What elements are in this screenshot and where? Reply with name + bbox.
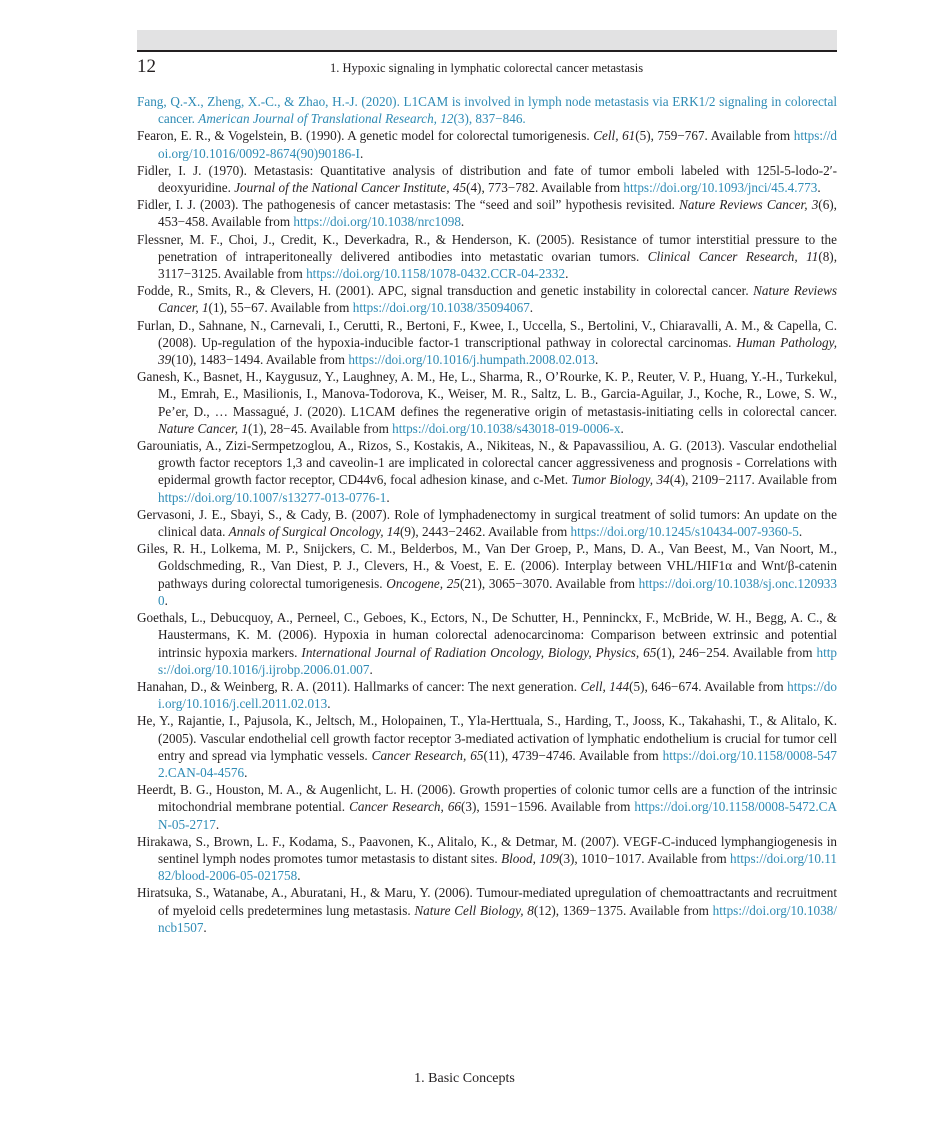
reference-volume-pages: (5), 646−674. Available from <box>629 678 788 694</box>
doi-link[interactable]: https://doi.org/10.1158/0008-5472.CAN-04-4576 <box>158 747 838 780</box>
doi-link[interactable]: https://doi.org/10.1038/35094067 <box>352 300 530 316</box>
doi-link[interactable]: https://doi.org/10.1245/s10434-007-9360-5 <box>570 524 799 540</box>
reference-text: Fearon, E. R., & Vogelstein, B. (1990). A genetic model for colorectal tumorigenesis. <box>137 128 594 144</box>
reference-volume-pages: (21), 3065−3070. Available from <box>459 575 639 591</box>
reference-journal: Cancer Research, 66 <box>349 799 462 815</box>
reference-volume-pages: (9), 2443−2462. Available from <box>399 524 571 540</box>
page-number: 12 <box>137 56 156 77</box>
reference-journal: Nature Reviews Cancer, 3 <box>679 197 819 213</box>
reference-entry <box>137 437 837 506</box>
reference-terminal-period: . <box>244 764 248 780</box>
reference-journal: Journal of the National Cancer Institute, 45 <box>234 180 467 196</box>
reference-text: Furlan, D., Sahnane, N., Carnevali, I., Cerutti, R., Bertoni, F., Kwee, I., Uccella, S., Bertolini, V., Chiaravalli, A. M., & Capella, C. (2008). Up-regulation of the hypoxia-inducible factor-1 transcriptional pathway in colorectal carcinomas. <box>137 317 837 350</box>
reference-text: Hirakawa, S., Brown, L. F., Kodama, S., Paavonen, K., Alitalo, K., & Detmar, M. (2007). VEGF-C-induced lymphangiogenesis in sentinel lymph nodes promotes tumor metastasis to distant sites. <box>137 833 837 866</box>
reference-journal: Cell, 61 <box>593 128 636 144</box>
reference-entry <box>137 833 837 885</box>
reference-volume-pages: (8), 3117−3125. Available from <box>158 248 837 282</box>
doi-link[interactable]: https://doi.org/10.1158/1078-0432.CCR-04-2332 <box>306 266 566 282</box>
reference-terminal-period: . <box>359 145 364 161</box>
reference-list <box>137 93 837 936</box>
reference-entry <box>137 781 837 833</box>
reference-terminal-period: . <box>817 180 821 196</box>
reference-text: Fodde, R., Smits, R., & Clevers, H. (2001). APC, signal transduction and genetic instability in colorectal cancer. <box>137 283 754 299</box>
reference-text: Fang, Q.-X., Zheng, X.-C., & Zhao, H.-J. (2020). L1CAM is involved in lymph node metastasis via ERK1/2 signaling in colorectal cancer. <box>137 94 837 127</box>
reference-entry <box>137 712 837 781</box>
doi-link[interactable]: https://doi.org/10.1038/nrc1098 <box>293 214 461 230</box>
reference-text: Flessner, M. F., Choi, J., Credit, K., Deverkadra, R., & Henderson, K. (2005). Resistance of tumor interstitial pressure to the penetration of intraperitoneally delivered antibodies into metastatic ovarian tumors. <box>137 231 837 264</box>
doi-link[interactable]: https://doi.org/10.1007/s13277-013-0776-1 <box>158 489 387 505</box>
reference-text: Hanahan, D., & Weinberg, R. A. (2011). Hallmarks of cancer: The next generation. <box>137 678 581 694</box>
reference-text: Giles, R. H., Lolkema, M. P., Snijckers, C. M., Belderbos, M., Van Der Groep, P., Mans, D. A., Van Beest, M., Van Noort, M., Goldschmeding, R., Van Diest, P. J., Clevers, H., & Voest, E. E. (2006). Interplay between VHL/HIF1α and Wnt/β-catenin pathways during colorectal tumorigenesis. <box>137 541 837 591</box>
reference-terminal-period: . <box>620 420 624 436</box>
reference-volume-pages: (6), 453−458. Available from <box>158 197 837 230</box>
reference-entry <box>137 368 837 437</box>
reference-terminal-period: . <box>460 214 465 230</box>
reference-journal: American Journal of Translational Research, 12 <box>198 111 454 127</box>
doi-link[interactable]: https://doi.org/10.1016/0092-8674(90)90186-I <box>158 128 837 161</box>
reference-terminal-period: . <box>215 816 220 832</box>
reference-journal: Cancer Research, 65 <box>371 747 484 763</box>
reference-terminal-period: . <box>798 524 803 540</box>
reference-volume-pages: (3), 837−846. <box>453 111 526 127</box>
reference-volume-pages: (4), 2109−2117. Available from <box>669 472 837 488</box>
doi-link[interactable]: https://doi.org/10.1038/s43018-019-0006-x <box>392 420 621 436</box>
reference-terminal-period: . <box>327 696 331 712</box>
reference-journal: International Journal of Radiation Oncology, Biology, Physics, 65 <box>301 644 657 660</box>
running-title: 1. Hypoxic signaling in lymphatic colorectal cancer metastasis <box>330 61 644 75</box>
doi-link[interactable]: https://doi.org/10.1016/j.cell.2011.02.013 <box>158 678 837 712</box>
reference-terminal-period: . <box>369 661 373 677</box>
reference-entry <box>137 506 837 540</box>
header-rule <box>137 50 837 52</box>
reference-text: Gervasoni, J. E., Sbayi, S., & Cady, B. (2007). Role of lymphadenectomy in surgical treatment of solid tumors: An update on the clinical data. <box>137 506 837 540</box>
reference-entry <box>137 282 837 316</box>
reference-terminal-period: . <box>386 489 390 505</box>
reference-terminal-period: . <box>203 919 207 935</box>
reference-entry <box>137 678 837 712</box>
reference-entry <box>137 162 837 196</box>
reference-entry <box>137 884 837 936</box>
reference-journal: Oncogene, 25 <box>386 575 460 591</box>
doi-link[interactable]: https://doi.org/10.1158/0008-5472.CAN-05-2717 <box>158 799 837 832</box>
reference-text: Fidler, I. J. (1970). Metastasis: Quantitative analysis of distribution and fate of tumor emboli labeled with 125l-5-lodo-2′-deoxyuridine. <box>137 162 837 196</box>
reference-entry <box>137 196 837 230</box>
footer-section-title: 1. Basic Concepts <box>414 1071 515 1086</box>
reference-entry <box>137 317 837 369</box>
reference-text: Fidler, I. J. (2003). The pathogenesis of cancer metastasis: The “seed and soil” hypothesis revisited. <box>137 197 680 213</box>
reference-volume-pages: (11), 4739−4746. Available from <box>483 747 663 763</box>
reference-text: He, Y., Rajantie, I., Pajusola, K., Jeltsch, M., Holopainen, T., Yla-Herttuala, S., Harding, T., Jooss, K., Takahashi, T., & Alitalo, K. (2005). Vascular endothelial cell growth factor receptor 3-mediated activation of lymphatic endothelium is crucial for tumor cell entry and spread via lymphatic vessels. <box>137 713 837 763</box>
reference-entry <box>137 231 837 283</box>
reference-volume-pages: (12), 1369−1375. Available from <box>533 902 713 918</box>
reference-volume-pages: (5), 759−767. Available from <box>635 128 794 144</box>
reference-journal: Nature Cancer, 1 <box>158 420 248 436</box>
reference-journal: Nature Cell Biology, 8 <box>414 902 534 918</box>
reference-journal: Cell, 144 <box>580 678 630 694</box>
doi-link[interactable]: https://doi.org/10.1038/sj.onc.1209330 <box>158 575 837 608</box>
doi-link[interactable]: https://doi.org/10.1016/j.ijrobp.2006.01.007 <box>158 644 837 677</box>
reference-entry[interactable] <box>137 93 837 127</box>
header-bar <box>137 30 837 50</box>
reference-entry <box>137 609 837 678</box>
doi-link[interactable]: https://doi.org/10.1038/ncb1507 <box>158 902 837 935</box>
reference-journal: Tumor Biology, 34 <box>571 472 670 488</box>
reference-volume-pages: (4), 773−782. Available from <box>466 180 624 196</box>
reference-text: Heerdt, B. G., Houston, M. A., & Augenlicht, L. H. (2006). Growth properties of colonic tumor cells are a function of the intrinsic mitochondrial membrane potential. <box>137 782 837 815</box>
reference-volume-pages: (10), 1483−1494. Available from <box>171 352 349 368</box>
doi-link[interactable]: https://doi.org/10.1016/j.humpath.2008.02.013 <box>348 352 595 368</box>
reference-entry <box>137 540 837 609</box>
reference-volume-pages: (3), 1591−1596. Available from <box>461 799 635 815</box>
doi-link[interactable]: https://doi.org/10.1182/blood-2006-05-021758 <box>158 850 837 884</box>
reference-terminal-period: . <box>164 592 168 608</box>
reference-journal: Nature Reviews Cancer, 1 <box>158 283 837 316</box>
doi-link[interactable]: https://doi.org/10.1093/jnci/45.4.773 <box>623 180 818 196</box>
reference-journal: Clinical Cancer Research, 11 <box>647 248 819 264</box>
reference-terminal-period: . <box>595 352 599 368</box>
reference-text: Ganesh, K., Basnet, H., Kaygusuz, Y., Laughney, A. M., He, L., Sharma, R., O’Rourke, K. P., Reuter, V. P., Huang, Y.-H., Turkekul, M., Emrah, E., Masilionis, I., Manova-Todorova, K., Weiser, M. R., Saltz, L. B., Garcia-Aguilar, J., Koche, R., Lowe, S. W., Pe’er, D., … Massagué, J. (2020). L1CAM defines the regenerative origin of metastasis-initiating cells in colorectal cancer. <box>137 369 837 419</box>
reference-volume-pages: (1), 246−254. Available from <box>656 644 817 660</box>
reference-text: Garouniatis, A., Zizi-Sermpetzoglou, A., Rizos, S., Kostakis, A., Nikiteas, N., & Papavassiliou, A. G. (2013). Vascular endothelial growth factor receptors 1,3 and caveolin-1 are implicated in colorectal cancer aggressiveness and prognosis - Correlations with epidermal growth factor receptor, CD44v6, focal adhesion kinase, and c-Met. <box>137 438 837 488</box>
reference-volume-pages: (3), 1010−1017. Available from <box>559 850 731 866</box>
reference-journal: Blood, 109 <box>501 850 560 866</box>
reference-volume-pages: (1), 55−67. Available from <box>208 300 353 316</box>
reference-text: Hiratsuka, S., Watanabe, A., Aburatani, H., & Maru, Y. (2006). Tumour-mediated upregulation of chemoattractants and recruitment of myeloid cells predetermines lung metastasis. <box>137 885 837 918</box>
reference-text: Goethals, L., Debucquoy, A., Perneel, C., Geboes, K., Ectors, N., De Schutter, H., Penninckx, F., McBride, W. H., Begg, A. C., & Haustermans, K. M. (2006). Hypoxia in human colorectal adenocarcinoma: Comparison between extrinsic and potential intrinsic hypoxia markers. <box>137 610 837 660</box>
reference-terminal-period: . <box>529 300 534 316</box>
reference-journal: Human Pathology, 39 <box>158 334 837 368</box>
reference-terminal-period: . <box>297 868 301 884</box>
reference-terminal-period: . <box>565 266 569 282</box>
reference-journal: Annals of Surgical Oncology, 14 <box>228 524 400 540</box>
reference-volume-pages: (1), 28−45. Available from <box>248 420 393 436</box>
reference-entry <box>137 127 837 161</box>
